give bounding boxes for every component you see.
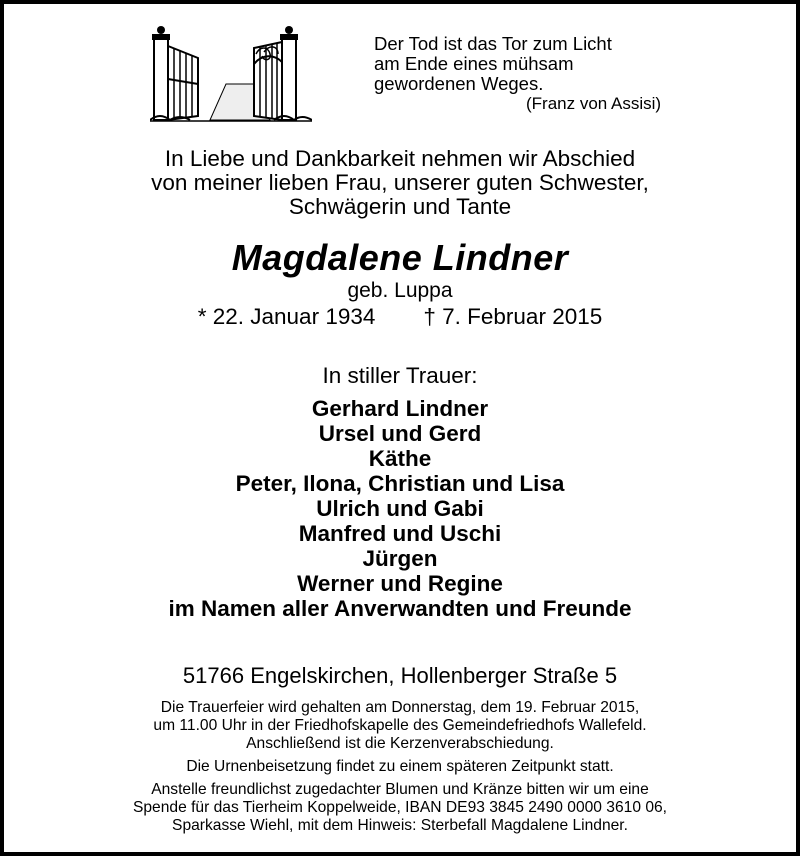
ceremony-line: Die Trauerfeier wird gehalten am Donnerstag, dem 19. Februar 2015,	[160, 699, 640, 716]
mourner-name: Ulrich und Gabi	[316, 496, 484, 521]
family-address: 51766 Engelskirchen, Hollenberger Straße 5	[182, 663, 618, 688]
gate-illustration	[150, 24, 312, 124]
mourner-name: Gerhard Lindner	[311, 396, 489, 421]
ceremony-line: Anschließend ist die Kerzenverabschiedung.	[246, 735, 554, 752]
ceremony-notes	[0, 699, 800, 835]
mourner-name: Werner und Regine	[297, 571, 503, 596]
mourner-name: Jürgen	[362, 546, 438, 571]
donation-line: Spende für das Tierheim Koppelweide, IBAN DE93 3845 2490 0000 3610 06,	[132, 799, 668, 816]
mourner-name: Peter, Ilona, Christian und Lisa	[235, 471, 565, 496]
deceased-name: Magdalene Lindner	[231, 237, 569, 278]
mourning-heading: In stiller Trauer:	[322, 363, 478, 388]
mourner-name: Käthe	[368, 446, 432, 471]
birth-date: * 22. Januar 1934	[197, 304, 376, 329]
mourners-list	[0, 396, 800, 621]
quote-line: am Ende eines mühsam	[374, 53, 574, 74]
life-dates	[0, 304, 800, 330]
mourner-name: im Namen aller Anverwandten und Freunde	[168, 596, 632, 621]
donation-line: Sparkasse Wiehl, mit dem Hinweis: Sterbefall Magdalene Lindner.	[172, 817, 628, 834]
intro-line: Schwägerin und Tante	[288, 194, 512, 219]
intro-text	[0, 147, 800, 219]
intro-line: In Liebe und Dankbarkeit nehmen wir Abschied	[164, 146, 636, 171]
quote-author: (Franz von Assisi)	[526, 94, 662, 113]
death-date: † 7. Februar 2015	[423, 304, 603, 329]
mourner-name: Ursel und Gerd	[318, 421, 482, 446]
intro-line: von meiner lieben Frau, unserer guten Schwester,	[151, 170, 649, 195]
quote-block	[374, 34, 714, 114]
mourner-name: Manfred und Uschi	[298, 521, 502, 546]
birth-name: geb. Luppa	[347, 279, 453, 302]
ceremony-line: um 11.00 Uhr in der Friedhofskapelle des Gemeindefriedhofs Wallefeld.	[153, 717, 647, 734]
donation-line: Anstelle freundlichst zugedachter Blumen und Kränze bitten wir um eine	[151, 781, 649, 798]
quote-line: gewordenen Weges.	[374, 73, 544, 94]
urn-note: Die Urnenbeisetzung findet zu einem späteren Zeitpunkt statt.	[186, 758, 614, 775]
quote-line: Der Tod ist das Tor zum Licht	[374, 33, 612, 54]
